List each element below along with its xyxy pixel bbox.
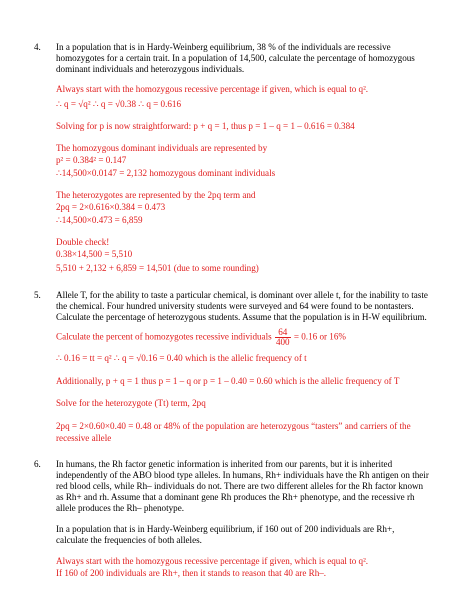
fraction-denominator: 400 [275,337,290,347]
q4-answer-line: p² = 0.384² = 0.147 [56,155,127,165]
q4-answer-line: 2pq = 2×0.616×0.384 = 0.473 [56,202,166,212]
q5-prompt-line: Allele T, for the ability to taste a particular chemical, is dominant over allele t, for the inability to taste [56,290,428,300]
q5-answer-line: Solve for the heterozygote (Tt) term, 2pq [56,398,206,408]
q6-prompt-line: as Rh+ and rh. Assume that a dominant gene Rh produces the Rh+ phenotype, and the recessive rh [56,492,415,502]
q6-number: 6. [34,459,41,469]
q5-answer-fraction-line [56,328,346,347]
q4-prompt-line: homozygotes for a certain trait. In a population of 14,500, calculate the percentage of homozygous [56,53,415,63]
q5-answer-line: Additionally, p + q = 1 thus p = 1 – q or p = 1 – 0.40 = 0.60 which is the allelic frequency of T [56,376,400,386]
q5-answer-line: 2pq = 2×0.60×0.40 = 0.48 or 48% of the population are heterozygous “tasters” and carriers of the [56,421,411,431]
q5-prompt-line: Calculate the percentage of heterozygous students. Assume that the population is in H-W equilibrium. [56,312,427,322]
q4-answer-line: ∴14,500×0.473 = 6,859 [56,215,143,225]
fraction [275,328,291,347]
q5-answer-line: ∴ 0.16 = tt = q² ∴ q = √0.16 = 0.40 which is the allelic frequency of t [56,353,307,363]
q6-prompt-line: independently of the ABO blood type alleles. In humans, Rh+ individuals have the Rh antigen on their [56,470,429,480]
q6-prompt2-line: calculate the frequencies of both alleles. [56,535,202,545]
q6-prompt-line: allele produces the Rh– phenotype. [56,503,185,513]
q4-answer-line: ∴ q = √q² ∴ q = √0.38 ∴ q = 0.616 [56,99,182,109]
q4-answer-line: The heterozygotes are represented by the 2pq term and [56,190,256,200]
q5-answer-result: = 0.16 or 16% [293,331,346,342]
q4-answer-line: Double check! [56,237,110,247]
q4-answer-line: 0.38×14,500 = 5,510 [56,249,133,259]
q4-prompt-line: In a population that is in Hardy-Weinberg equilibrium, 38 % of the individuals are recessive [56,42,391,52]
fraction-numerator: 64 [275,328,291,338]
q5-number: 5. [34,290,41,300]
q6-prompt-line: In humans, the Rh factor genetic information is inherited from our parents, but it is inherited [56,459,393,469]
q4-answer-line: The homozygous dominant individuals are represented by [56,143,268,153]
q4-prompt-line: dominant individuals and heterozygous individuals. [56,64,245,74]
q6-answer-line: Always start with the homozygous recessive percentage if given, which is equal to q². [56,556,369,566]
q5-answer-line: recessive allele [56,433,112,443]
q4-answer-line: 5,510 + 2,132 + 6,859 = 14,501 (due to some rounding) [56,263,259,273]
q6-prompt2-line: In a population that is in Hardy-Weinberg equilibrium, if 160 out of 200 individuals are Rh+, [56,524,395,534]
q5-answer-text: Calculate the percent of homozygotes recessive individuals [56,331,272,342]
q4-answer-line: Solving for p is now straightforward: p + q = 1, thus p = 1 – q = 1 – 0.616 = 0.384 [56,121,355,131]
q5-prompt-line: the chemical. Four hundred university students were surveyed and 64 were found to be nontasters. [56,301,414,311]
q4-number: 4. [34,42,41,52]
q6-answer-line: If 160 of 200 individuals are Rh+, then it stands to reason that 40 are Rh–. [56,568,327,578]
q4-answer-line: ∴14,500×0.0147 = 2,132 homozygous dominant individuals [56,168,276,178]
q4-answer-line: Always start with the homozygous recessive percentage if given, which is equal to q². [56,84,369,94]
q6-prompt-line: red blood cells, while Rh– individuals do not. There are two different alleles for the Rh factor known [56,481,424,491]
